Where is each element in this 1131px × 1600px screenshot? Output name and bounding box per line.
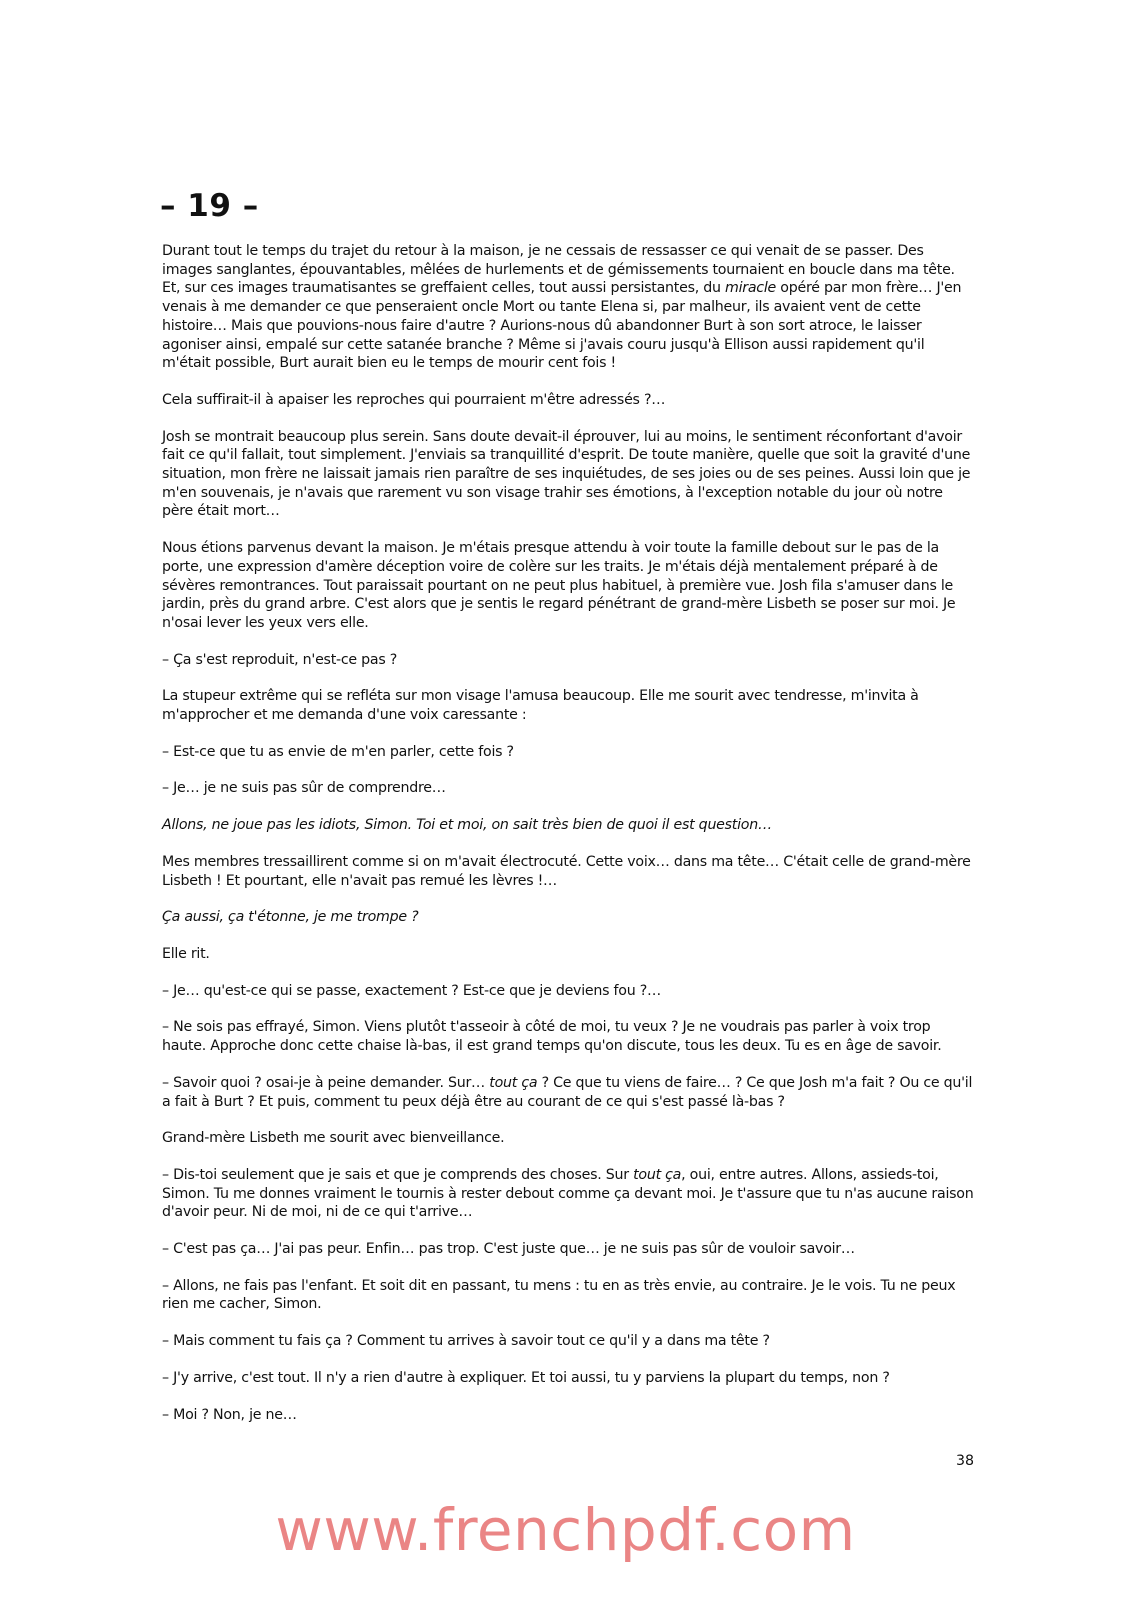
paragraph: Nous étions parvenus devant la maison. Je m'étais presque attendu à voir toute la famille debout sur le pas de la porte, une expression d'amère déception voire de colère sur les traits. Je m'étais déjà mentalement préparé à de sévères remontrances. Tout paraissait pourtant on ne peut plus habituel, à première vue. Josh fila s'amuser dans le jardin, près du grand arbre. C'est alors que je sentis le regard pénétrant de grand-mère Lisbeth se poser sur moi. Je n'osai lever les yeux vers elle.: [162, 540, 956, 631]
paragraph: Mes membres tressaillirent comme si on m'avait électrocuté. Cette voix… dans ma tête… C'était celle de grand-mère Lisbeth ! Et pourtant, elle n'avait pas remué les lèvres !…: [162, 853, 971, 889]
dialogue-line: – Mais comment tu fais ça ? Comment tu arrives à savoir tout ce qu'il y a dans ma tête ?: [162, 1333, 770, 1350]
paragraph: Grand-mère Lisbeth me sourit avec bienveillance.: [162, 1130, 505, 1147]
watermark-url: www.frenchpdf.com: [275, 1496, 856, 1564]
page-number: 38: [955, 1453, 974, 1469]
dialogue-line: – Ça s'est reproduit, n'est-ce pas ?: [162, 651, 398, 668]
dialogue-line: – Dis-toi seulement que je sais et que je comprends des choses. Sur tout ça, oui, entre autres. Allons, assieds-toi, Simon. Tu me donnes vraiment le tournis à rester debout comme ça devant moi. Je t'assure que tu n'as aucune raison d'avoir peur. Ni de moi, ni de ce qui t'arrive…: [162, 1166, 974, 1221]
telepathic-line: Allons, ne joue pas les idiots, Simon. Toi et moi, on sait très bien de quoi il est question…: [162, 817, 772, 834]
emphasis: miracle: [725, 280, 777, 297]
paragraph: Josh se montrait beaucoup plus serein. Sans doute devait-il éprouver, lui au moins, le sentiment réconfortant d'avoir fait ce qu'il fallait, tout simplement. J'enviais sa tranquillité d'esprit. De toute manière, quelle que soit la gravité d'une situation, mon frère ne laissait jamais rien paraître de ses inquiétudes, de ses joies ou de ses peines. Aussi loin que je m'en souvenais, je n'avais que rarement vu son visage trahir ses émotions, à l'exception notable du jour où notre père était mort…: [162, 428, 971, 520]
paragraph: Durant tout le temps du trajet du retour à la maison, je ne cessais de ressasser ce qui venait de se passer. Des images sanglantes, épouvantables, mêlées de hurlements et de gémissements tournaient en boucle dans ma tête. Et, sur ces images traumatisantes se greffaient celles, tout aussi persistantes, du miracle opéré par mon frère… J'en venais à me demander ce que penseraient oncle Mort ou tante Elena si, par malheur, ils avaient vent de cette histoire… Mais que pouvions-nous faire d'autre ? Aurions-nous dû abandonner Burt à son sort atroce, le laisser agoniser ainsi, empalé sur cette satanée branche ? Même si j'avais couru jusqu'à Ellison aussi rapidement qu'il m'était possible, Burt aurait bien eu le temps de mourir cent fois !: [162, 243, 962, 372]
dialogue-line: – Ne sois pas effrayé, Simon. Viens plutôt t'asseoir à côté de moi, tu veux ? Je ne voudrais pas parler à voix trop haute. Approche donc cette chaise là-bas, il est grand temps qu'on discute, tous les deux. Tu es en âge de savoir.: [162, 1019, 942, 1055]
dialogue-line: – C'est pas ça… J'ai pas peur. Enfin… pas trop. C'est juste que… je ne suis pas sûr de vouloir savoir…: [162, 1241, 855, 1258]
dialogue-line: – Je… qu'est-ce qui se passe, exactement ? Est-ce que je deviens fou ?…: [162, 982, 661, 999]
dialogue-line: – Moi ? Non, je ne…: [162, 1406, 297, 1423]
dialogue-line: – Savoir quoi ? osai-je à peine demander. Sur… tout ça ? Ce que tu viens de faire… ? Ce que Josh m'a fait ? Ou ce qu'il a fait à Burt ? Et puis, comment tu peux déjà être au courant de ce qui s'est passé là-bas ?: [162, 1074, 973, 1110]
dialogue-line: – Est-ce que tu as envie de m'en parler, cette fois ?: [162, 743, 514, 760]
paragraph: La stupeur extrême qui se refléta sur mon visage l'amusa beaucoup. Elle me sourit avec tendresse, m'invita à m'approcher et me demanda d'une voix caressante :: [162, 688, 919, 724]
chapter-title: – 19 –: [160, 188, 259, 224]
telepathic-line: Ça aussi, ça t'étonne, je me trompe ?: [162, 909, 419, 926]
dialogue-line: – Allons, ne fais pas l'enfant. Et soit dit en passant, tu mens : tu en as très envie, au contraire. Je le vois. Tu ne peux rien me cacher, Simon.: [162, 1277, 956, 1313]
emphasis: tout ça: [489, 1074, 538, 1091]
paragraph: Elle rit.: [162, 945, 210, 962]
chapter-body: [162, 242, 974, 1442]
dialogue-line: – Je… je ne suis pas sûr de comprendre…: [162, 780, 446, 797]
dialogue-line: – J'y arrive, c'est tout. Il n'y a rien d'autre à expliquer. Et toi aussi, tu y parviens la plupart du temps, non ?: [162, 1369, 890, 1386]
paragraph: Cela suffirait-il à apaiser les reproches qui pourraient m'être adressés ?…: [162, 391, 666, 408]
emphasis: tout ça: [633, 1166, 682, 1183]
